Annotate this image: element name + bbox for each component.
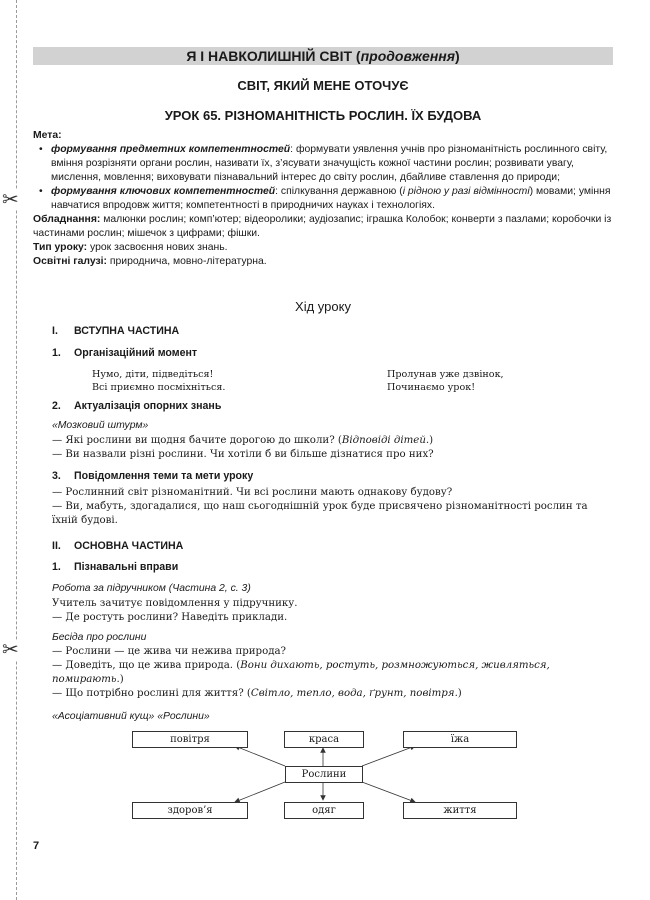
course-title: Хід уроку [295,299,351,314]
brainstorm-dialogue: — Які рослини ви щодня бачите дорогою до школи? (Відповіді дітей.) — Ви назвали різні рослини. Чи хотіли б ви більше дізнатися про них? [52,435,434,460]
talk-dialogue: — Рослини — це жива чи нежива природа? — Доведіть, що це жива природа. (Вони дихають, ростуть, розмножуються, живляться, помирають.) — Що потрібно рослині для життя? (Світло, тепло, вода, ґрунт, повітря.) [52,646,550,699]
banner-title: Я І НАВКОЛИШНІЙ СВІТ [186,48,353,64]
education-areas: Освітні галузі: природнича, мовно-літературна. [33,256,267,267]
poem-right: Пролунав уже дзвінок, Починаємо урок! [387,369,504,393]
diagram-box: здоров’я [132,802,248,819]
textbook-label: Робота за підручником (Частина 2, с. 3) [52,583,251,594]
subsection-heading: 3. Повідомлення теми та мети уроку [52,470,254,482]
scissors-icon: ✂ [2,189,19,211]
lesson-title: УРОК 65. РІЗНОМАНІТНІСТЬ РОСЛИН. ЇХ БУДОВА [164,108,482,123]
subsection-heading: 2. Актуалізація опорних знань [52,400,222,412]
diagram-box: одяг [284,802,364,819]
goal-bullet-key: • формування ключових компетентностей: спілкування державною (і рідною у разі відмінності) мовами; уміння навчатися впродовж життя; компетентності в природничих науках і технологіях. [39,186,611,211]
diagram-box: життя [403,802,517,819]
chapter-banner: Я І НАВКОЛИШНІЙ СВІТ (продовження) [33,47,613,65]
section-heading: I. ВСТУПНА ЧАСТИНА [52,325,180,337]
lesson-type: Тип уроку: урок засвоєння нових знань. [33,242,228,253]
section-title: СВІТ, ЯКИЙ МЕНЕ ОТОЧУЄ [237,78,409,93]
bush-label: «Асоціативний кущ» «Рослини» [52,711,210,722]
section-heading: II. ОСНОВНА ЧАСТИНА [52,540,184,552]
subsection-heading: 1. Організаційний момент [52,347,198,359]
scissors-icon: ✂ [2,639,19,661]
textbook-text: Учитель зачитує повідомлення у підручнику. — Де ростуть рослини? Наведіть приклади. [52,598,298,623]
diagram-box: їжа [403,731,517,748]
subsection-heading: 1. Пізнавальні вправи [52,561,179,573]
page-number: 7 [33,840,40,852]
equipment: Обладнання: малюнки рослин; комп’ютер; відеоролики; аудіозапис; іграшка Колобок; конверти з пазлами; коробочки із частинами рослин; мішечок з цифрами; фішки. [33,214,612,239]
diagram-box: краса [284,731,364,748]
goal-label: Мета: [33,130,62,141]
topic-dialogue: — Рослинний світ різноманітний. Чи всі рослини мають однакову будову? — Ви, мабуть, здогадалися, що наш сьогоднішній урок буде присвячено різноманітності рослин та їхній будові. [52,487,588,526]
banner-subtitle: продовження [360,48,455,64]
goal-bullet-subject: • формування предметних компетентностей: формувати уявлення учнів про різноманітність рослинного світу, вміння розрізняти органи рослин, називати їх, з’ясувати значущість кожної частини рослин; розвивати увагу, мислення, мовлення; виховувати пізнавальний інтерес до світу рослин, дбайливе ставлення до природи; [39,144,608,183]
talk-label: Бесіда про рослини [52,632,147,643]
poem-left: Нумо, діти, підведіться! Всі приємно посміхніться. [92,369,226,393]
diagram-center-box: Рослини [285,766,363,783]
diagram-box: повітря [132,731,248,748]
brainstorm-label: «Мозковий штурм» [52,420,149,431]
